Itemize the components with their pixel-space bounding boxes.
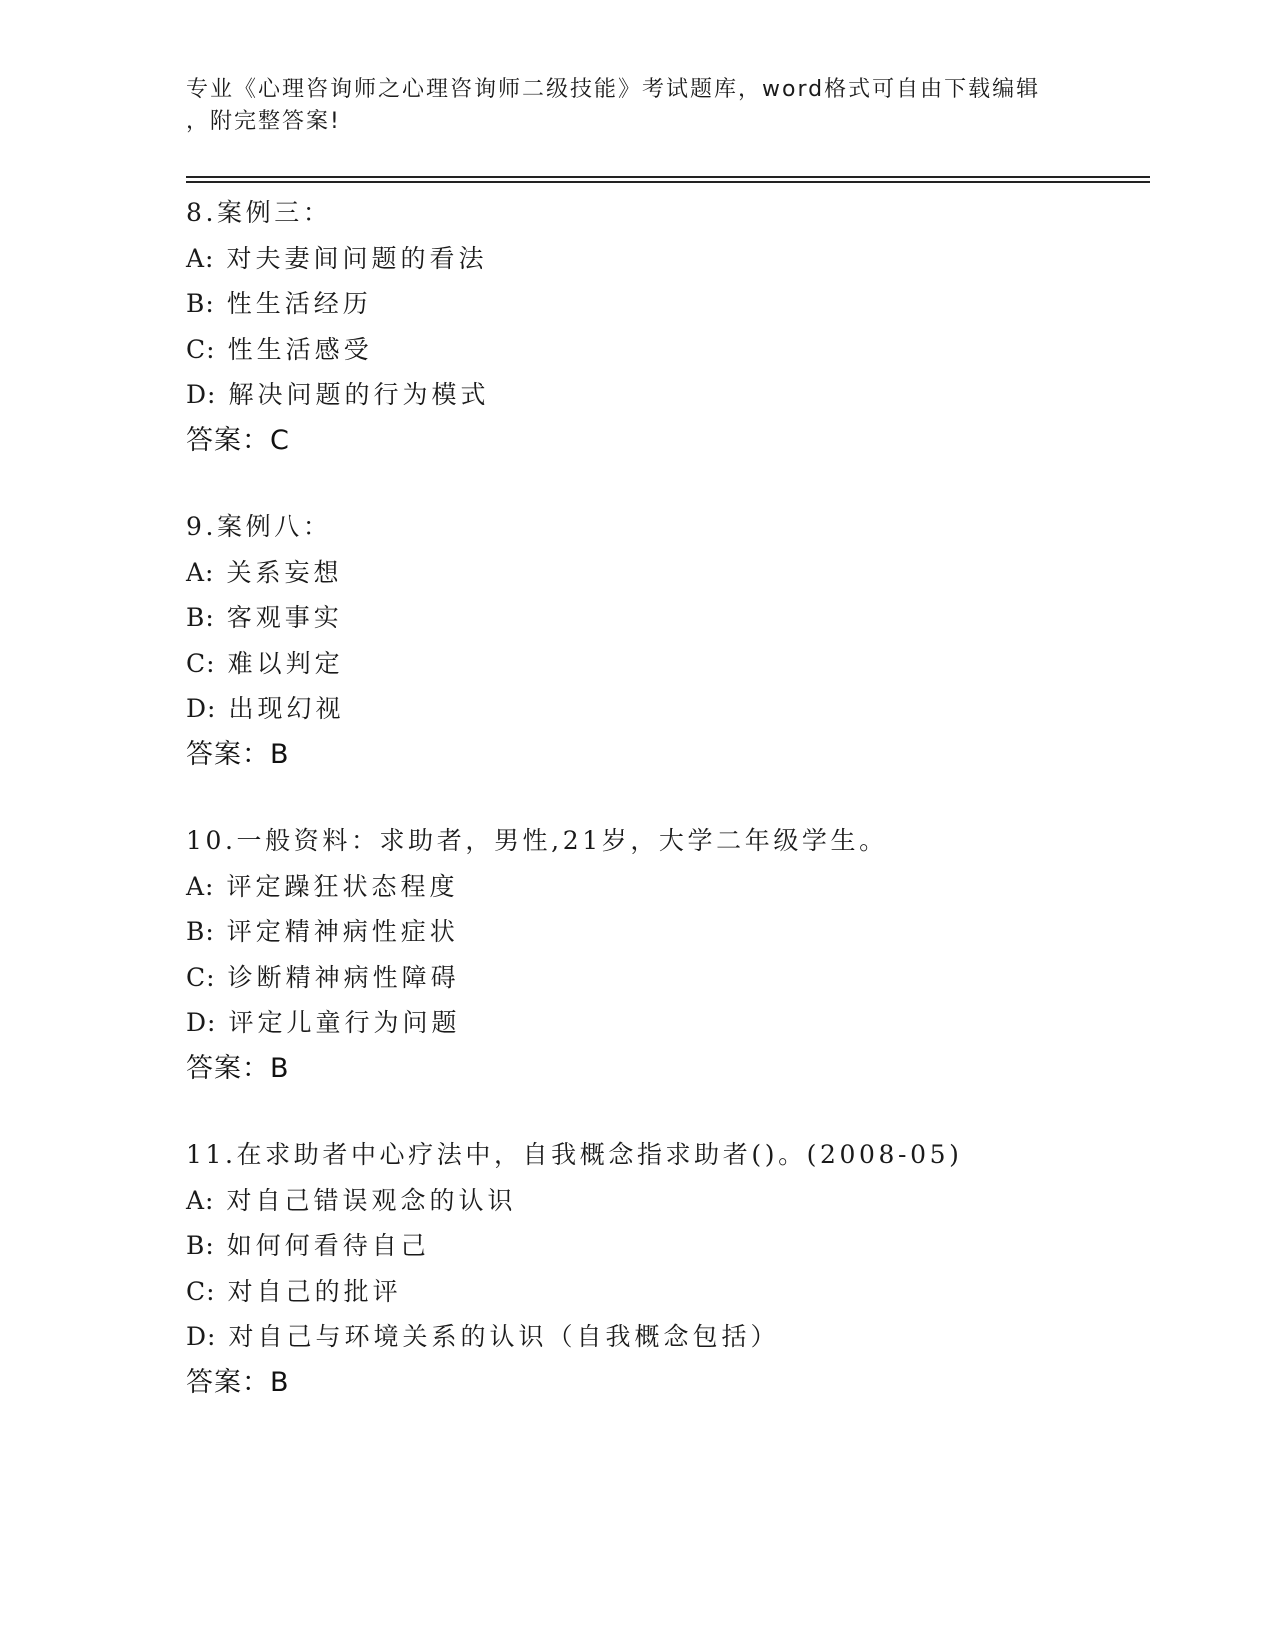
- option-text: 如何何看待自己: [226, 1231, 430, 1260]
- option-d: [186, 1000, 1146, 1046]
- option-a: [186, 1178, 1146, 1224]
- option-a: [186, 550, 1146, 596]
- option-b: [186, 909, 1146, 955]
- option-b: [186, 1223, 1146, 1269]
- option-c: [186, 1269, 1146, 1315]
- answer-line: 答案：B: [186, 1052, 290, 1084]
- question-stem: 10.一般资料：求助者，男性,21岁，大学二年级学生。: [186, 826, 888, 855]
- option-letter: B:: [186, 289, 215, 318]
- option-letter: D:: [186, 380, 217, 409]
- option-b: [186, 281, 1146, 327]
- option-text: 性生活感受: [227, 334, 373, 364]
- header-divider-bottom: [186, 181, 1150, 183]
- option-text: 性生活经历: [226, 289, 372, 318]
- option-letter: D:: [186, 1008, 217, 1037]
- header-title-line-1: 专业《心理咨询师之心理咨询师二级技能》考试题库，word格式可自由下载编辑: [186, 77, 1041, 102]
- option-c: [186, 327, 1146, 373]
- option-letter: A:: [186, 243, 215, 273]
- option-letter: A:: [186, 1185, 215, 1215]
- option-letter: C:: [186, 334, 216, 364]
- option-b: [186, 595, 1146, 641]
- option-text: 诊断精神病性障碍: [227, 962, 460, 992]
- option-text: 评定精神病性症状: [226, 917, 459, 946]
- question-item: [186, 190, 1146, 463]
- option-letter: B:: [186, 917, 215, 946]
- option-letter: A:: [186, 871, 215, 901]
- answer-line: 答案：B: [186, 1366, 290, 1398]
- question-stem: 9.案例八：: [186, 512, 332, 541]
- option-text: 解决问题的行为模式: [228, 380, 490, 409]
- option-text: 评定躁狂状态程度: [226, 871, 459, 901]
- option-letter: B:: [186, 603, 215, 632]
- question-stem: 8.案例三：: [186, 198, 332, 227]
- option-letter: D:: [186, 694, 217, 723]
- option-text: 对自己与环境关系的认识（自我概念包括）: [228, 1322, 780, 1351]
- option-text: 关系妄想: [226, 557, 343, 587]
- option-c: [186, 641, 1146, 687]
- option-text: 出现幻视: [228, 694, 345, 723]
- option-text: 客观事实: [226, 603, 343, 632]
- header-divider-top: [186, 176, 1150, 178]
- option-text: 对自己的批评: [227, 1276, 402, 1306]
- option-a: [186, 236, 1146, 282]
- option-text: 对夫妻间问题的看法: [226, 243, 488, 273]
- option-text: 难以判定: [227, 648, 344, 678]
- option-d: [186, 1314, 1146, 1360]
- option-letter: D:: [186, 1322, 217, 1351]
- question-item: [186, 504, 1146, 777]
- option-letter: A:: [186, 557, 215, 587]
- option-d: [186, 372, 1146, 418]
- option-a: [186, 864, 1146, 910]
- header-title-line-2: ，附完整答案!: [186, 109, 341, 134]
- option-letter: C:: [186, 1276, 216, 1306]
- document-header: [186, 74, 1086, 138]
- question-list: [186, 190, 1146, 1446]
- answer-line: 答案：B: [186, 738, 290, 770]
- question-item: [186, 818, 1146, 1091]
- option-c: [186, 955, 1146, 1001]
- question-stem: 11.在求助者中心疗法中，自我概念指求助者()。(2008-05): [186, 1140, 963, 1169]
- option-d: [186, 686, 1146, 732]
- option-text: 对自己错误观念的认识: [226, 1185, 517, 1215]
- option-letter: C:: [186, 962, 216, 992]
- answer-line: 答案：C: [186, 424, 290, 456]
- option-letter: C:: [186, 648, 216, 678]
- option-letter: B:: [186, 1231, 215, 1260]
- question-item: [186, 1132, 1146, 1405]
- option-text: 评定儿童行为问题: [228, 1008, 461, 1037]
